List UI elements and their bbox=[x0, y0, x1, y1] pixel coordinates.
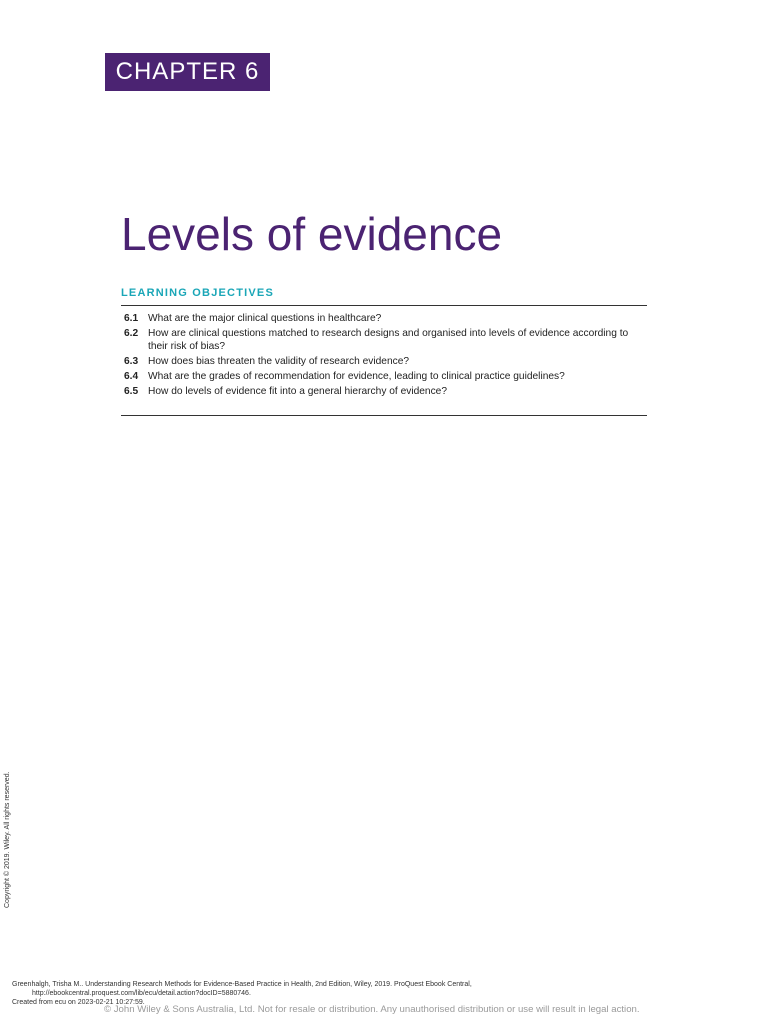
objective-text: How are clinical questions matched to research designs and organised into levels of evidence according to their risk of bias? bbox=[148, 328, 629, 352]
list-item bbox=[124, 327, 650, 353]
objective-text: How do levels of evidence fit into a general hierarchy of evidence? bbox=[148, 386, 448, 397]
objectives-bottom-divider bbox=[121, 415, 647, 416]
list-item bbox=[124, 385, 650, 398]
objective-number: 6.5 bbox=[124, 386, 139, 397]
objectives-top-divider bbox=[121, 305, 647, 306]
chapter-label: CHAPTER 6 bbox=[105, 53, 270, 91]
objective-text: What are the major clinical questions in healthcare? bbox=[148, 313, 382, 324]
citation-link[interactable]: http://ebookcentral.proquest.com/lib/ecu/detail.action?docID=5880746. bbox=[32, 990, 251, 997]
list-item bbox=[124, 370, 650, 383]
distribution-notice: © John Wiley & Sons Australia, Ltd. Not for resale or distribution. Any unauthorised distribution or use will result in legal action. bbox=[104, 1004, 640, 1015]
citation-created: Created from ecu on 2023-02-21 10:27:59. bbox=[12, 999, 145, 1006]
citation-line: Greenhalgh, Trisha M.. Understanding Research Methods for Evidence-Based Practice in Health, 2nd Edition, Wiley, 2019. ProQuest Ebook Central, bbox=[12, 981, 472, 988]
objective-number: 6.4 bbox=[124, 371, 139, 382]
objective-text: How does bias threaten the validity of research evidence? bbox=[148, 356, 410, 367]
list-item bbox=[124, 312, 650, 325]
learning-objectives-heading: LEARNING OBJECTIVES bbox=[121, 287, 274, 299]
page-title: Levels of evidence bbox=[121, 208, 503, 260]
citation-footer bbox=[12, 980, 472, 1007]
side-copyright-notice: Copyright © 2019. Wiley. All rights reserved. bbox=[4, 771, 11, 908]
objective-number: 6.2 bbox=[124, 328, 139, 339]
objective-text: What are the grades of recommendation for evidence, leading to clinical practice guidelines? bbox=[148, 371, 565, 382]
learning-objectives-list bbox=[124, 312, 650, 400]
objective-number: 6.3 bbox=[124, 356, 139, 367]
objective-number: 6.1 bbox=[124, 313, 139, 324]
list-item bbox=[124, 355, 650, 368]
